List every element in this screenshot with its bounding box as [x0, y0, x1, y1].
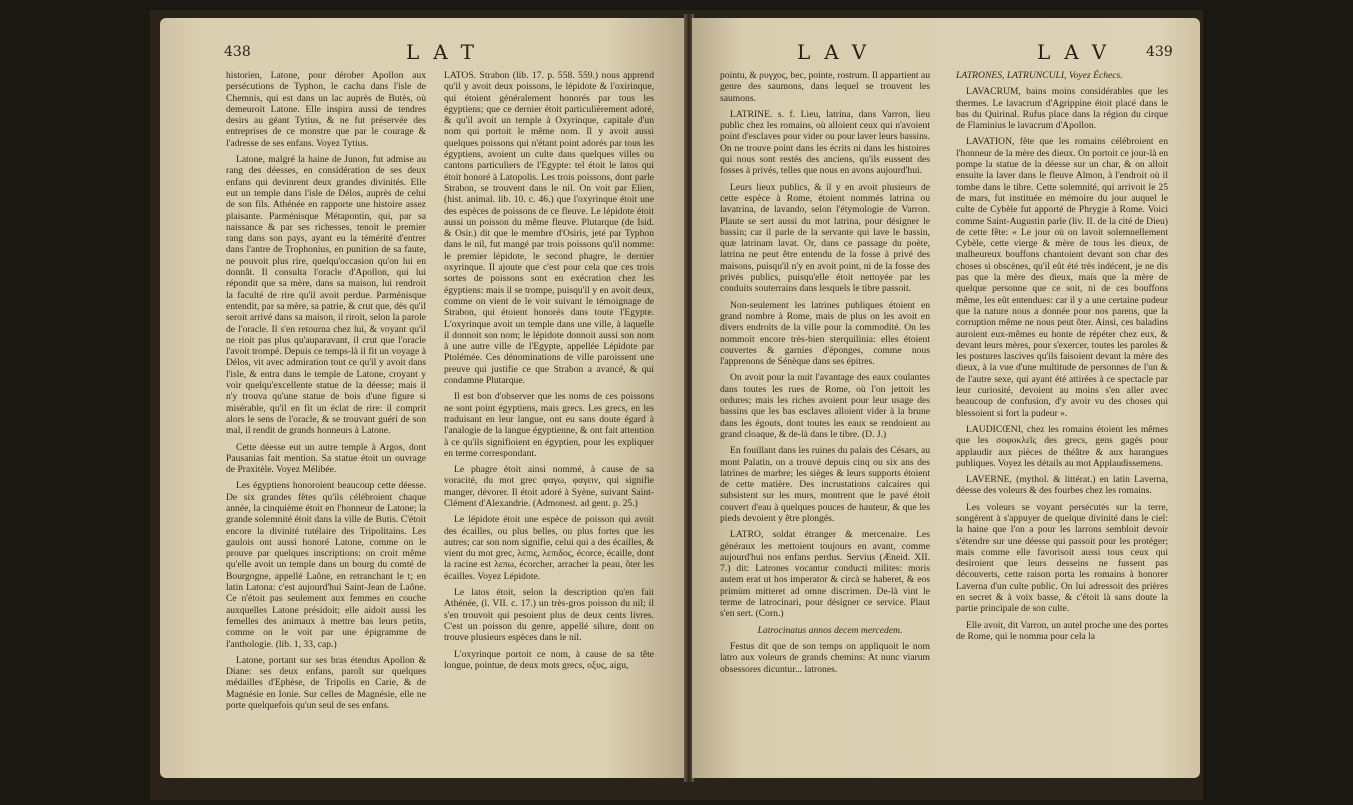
text-column-1	[720, 70, 930, 680]
paragraph: LAVERNE, (mythol. & littérat.) en latin Laverna, déesse des voleurs & des fourbes chez les romains.	[956, 474, 1168, 497]
paragraph: LATOS. Strabon (lib. 17. p. 558. 559.) nous apprend qu'il y avoit deux poissons, le lépidote & l'oxirinque, qui étoient généralement honorés par tous les égyptiens; que ce dernier étoit particulièrement adoré, & qu'il avoit un temple à Oxyrinque, capitale d'un nom qui portoit le même nom. Il y avoit aussi quelques poissons qui n'étant point adorés par tous les égyptiens, avoient un culte dans quelques villes ou cantons particuliers de l'Egypte: tel étoit le latos qui étoit honoré à Latopolis. Les trois poissons, dont parle Strabon, se trouvent dans le nil. On voit par Elien, (hist. animal. lib. 10. c. 46.) que l'oxyrinque étoit une des espèces de poissons de ce fleuve. Le lépidote étoit aussi un poisson du même fleuve. Plutarque (de Isid. & Osir.) dit que le membre d'Osiris, jeté par Typhon dans le nil, fut mangé par trois poissons qu'il nomme: le premier lépidote, le second phagre, le dernier oxyrinque. Il ajoute que c'est pour cela que ces trois sortes de poissons sont en exécration chez les égyptiens: mais il se trompe, puisqu'il y en avoit deux, comme on vient de le voir suivant le témoignage de Strabon, qui étoient honorés dans toute l'Egypte. L'oxyrinque avoit un temple dans une ville, à laquelle il donnoit son nom; le lépidote donnoit aussi son nom à une autre ville de l'Egypte, appellée Lépidote par Ptolémée. Ces dénominations de ville paroissent une preuve qui justifie ce que Strabon a avancé, & qui condamne Plutarque.	[444, 70, 654, 387]
right-page	[692, 18, 1200, 778]
paragraph: Latrocinatus annos decem mercedem.	[757, 624, 903, 636]
paragraph: Il est bon d'observer que les noms de ces poissons ne sont point égyptiens, mais grecs. Les grecs, en les traduisant en leur langue, ont eu sans doute égard à l'analogie de la langue égyptienne, & ont fait attention à ce qu'ils signifioient en égyptien, pour les expliquer en terme correspondant.	[444, 391, 654, 459]
paragraph: Elle avoit, dit Varron, un autel proche une des portes de Rome, qui le nomma pour cela la	[956, 619, 1168, 642]
paragraph: Festus dit que de son temps on appliquoit le nom latro aux voleurs de grands chemins: At nunc viarum obsessores dicuntur... latrones.	[720, 640, 930, 675]
paragraph: Latone, portant sur ses bras étendus Apollon & Diane: ses deux enfans, paroît sur quelques médailles d'Ephèse, de Tripolis en Carie, & de Magnésie en Ionie. Sur celles de Magnésie, elle ne porte quelquefois qu'un seul de ses enfans.	[226, 654, 426, 712]
paragraph: Cette déesse eut un autre temple à Argos, dont Pausanias fait mention. Sa statue étoit un ouvrage de Praxitèle. Voyez Mélibée.	[226, 441, 426, 476]
page-number: 439	[1146, 44, 1173, 60]
paragraph: Les voleurs se voyant persécutés sur la terre, songèrent à s'appuyer de quelque divinité dans le ciel: la haine que l'on a pour les larrons sembloit devoir s'étendre sur une déesse qui passoit pour les protéger; mais comme elle favorisoit aussi tous ceux qui desiroient que leurs desseins ne fussent pas découverts, cette raison porta les romains à honorer Laverna d'un culte public. On lui adressoit des prières en secret & à voix basse, & c'étoit là sans doute la partie principale de son culte.	[956, 501, 1168, 615]
left-page	[160, 18, 685, 778]
paragraph: Le lépidote étoit une espèce de poisson qui avoit des écailles, ou plus belles, ou plus fortes que les autres; car son nom signifie, celui qui a des écailles, & vient du mot grec, λεπις, λεπιδος, écorce, écaille, dont la racine est λεπω, écorcher, arracher la peau, ôter les écailles. Voyez Lépidote.	[444, 514, 654, 582]
running-header: LAV	[797, 40, 881, 64]
paragraph: Leurs lieux publics, & il y en avoit plusieurs de cette espèce à Rome, étoient nommés latrina ou lavatrina, de lavando, selon l'étymologie de Varron. Plaute se sert aussi du mot latrina, pour désigner le bassin; car il parle de la servante qui lave le bassin, quæ latrinam lavat. Or, dans ce passage du poète, latrina ne peut être entendu de la fosse à privé des maisons, puisqu'il n'y en avoit point, ni de la fosse des privés publics, puisqu'elle étoit nettoyée par les conduits souterrains dans lesquels le tibre passoit.	[720, 181, 930, 295]
running-header-repeat: LAV	[1037, 40, 1121, 64]
paragraph: Les égyptiens honoroient beaucoup cette déesse. De six grandes fêtes qu'ils célébroient chaque année, la cinquième étoit en l'honneur de Latone; la grande solemnité étoit dans la ville de Butis. C'étoit encore la divinité tutélaire des Tripolitains. Les gaulois ont aussi honoré Latone, comme on le prouve par quelques inscriptions: on croit même qu'elle avoit un temple dans un bourg du comté de Bourgogne, appellé Laône, en retranchant le t; en latin Latona: c'est aujourd'hui Saint-Jean de Laône. Ce n'étoit pas seulement aux femmes en couche auxquelles Latone présidoit; elle aidoit aussi les femelles des animaux à mettre bas leurs petits, comme on le voit par une épigramme de l'anthologie. (lib. 1, 33, cap.)	[226, 480, 426, 650]
paragraph: LATRO, soldat étranger & mercenaire. Les généraux les mettoient toujours en avant, comme aujourd'hui nos enfans perdus. Servius (Æneid. XII. 7.) dit: Latrones vocantur conducti milites: moris autem erat ut hos imperator & circà se haberet, & eos primùm mitteret ad omne discrimen. De-là vint le terme de latrocinari, pour désigner ce service. Plaut s'en sert. (Corn.)	[720, 529, 930, 620]
paragraph: historien, Latone, pour dérober Apollon aux persécutions de Typhon, le cacha dans l'isle de Chemnis, qui est dans un lac auprès de Butès, où demeuroit Latone. Elle inspira aussi de tendres desirs au géant Tytius, & ne fut préservée des entreprises de ce monstre que par le courage & l'adresse de ses enfans. Voyez Tytius.	[226, 70, 426, 149]
paragraph: Le phagre étoit ainsi nommé, à cause de sa voracité, du mot grec φαγω, φαγειν, qui signifie manger, dévorer. Il étoit adoré à Syène, suivant Saint-Clément d'Alexandrie. (Admonest. ad gent. p. 25.)	[444, 464, 654, 509]
paragraph: LAUDICŒNI, chez les romains étoient les mêmes que les σοφοκλεῖς des grecs, gens gagés pour applaudir aux pièces de théâtre & aux harangues publiques. Voyez les détails au mot Applaudissemens.	[956, 423, 1168, 469]
text-column-1	[226, 70, 426, 716]
paragraph: Latone, malgré la haine de Junon, fut admise au rang des déesses, en considération de ses deux enfans qui devinrent deux grandes divinités. Elle eut un temple dans l'isle de Délos, auprès de celui de son fils. Athénée en rapporte une histoire assez plaisante. Parménisque Métapontin, qui, par sa naissance & par ses richesses, tenoit le premier rang dans son pays, ayant eu la témérité d'entrer dans l'antre de Trophonius, en punition de sa faute, ne pouvoit plus rire, quelqu'occasion qu'on lui en donnât. Il consulta l'oracle d'Apollon, qui lui répondit que sa mère, dans sa maison, lui rendroit la faculté de rire qu'il avoit perdue. Parménisque entendit, par sa mère, sa patrie, & crut que, dès qu'il seroit arrivé dans sa maison, il riroit, selon la parole de l'oracle. Il s'en retourna chez lui, & voyant qu'il ne rioit pas plus qu'auparavant, il crut que l'oracle l'avoit trompé. Depuis ce temps-là il fit un voyage à Délos, vit avec admiration tout ce qu'il y avoit dans l'isle, & entra dans le temple de Latone, croyant y voir quelqu'excellente statue de la déesse; mais il n'y trouva qu'une statue de bois d'une figure si misérable, qu'il en fit un éclat de rire: il comprit alors le sens de l'oracle, & se trouvant guéri de son mal, il rendit de grands honneurs à Latone.	[226, 154, 426, 437]
paragraph: L'oxyrinque portoit ce nom, à cause de sa tête longue, pointue, de deux mots grecs, οξυς, aigu,	[444, 648, 654, 671]
paragraph: LAVACRUM, bains moins considérables que les thermes. Le lavacrum d'Agrippine étoit placé dans le bas du Quirinal. Rufus place dans la région du cirque de Flaminius le lavacrum d'Apollon.	[956, 86, 1168, 132]
cross-reference-terms: LATRONES, LATRUNCULI,	[956, 70, 1067, 81]
paragraph: LAVATION, fête que les romains célébroient en l'honneur de la mère des dieux. On portoit ce jour-là en pompe la statue de la déesse sur un char, & on alloit ensuite la laver dans le fleuve Almon, à l'endroit où il tombe dans le tibre. Cette solemnité, qui arrivoit le 25 de mars, fut instituée en mémoire du jour auquel le culte de Cybèle fut apporté de Phrygie à Rome. Voici comme Saint-Augustin parle (liv. II. de la cité de Dieu) de cette fête: « Le jour où on lavoit solemnellement Cybèle, cette vierge & mère de tous les dieux, de malheureux bouffons chantoient devant son char des choses si obscènes, qu'il eût été très indécent, je ne dis pas que la mère des dieux, mais que la mère de quelque personne que ce soit, ni de ces bouffons même, les eût entendues: car il y a une certaine pudeur que la nature nous a donnée pour nos parens, que la corruption même ne nous peut ôter. Ainsi, ces baladins auroient eux-mêmes eu honte de répéter chez eux, & devant leurs mères, pour s'exercer, toutes les paroles & les postures lascives qu'ils faisoient devant la mère des dieux, à la vue d'une multitude de personnes de l'un & de l'autre sexe, qui ayant été attirées à ce spectacle par leur curiosité, devoient au moins s'en aller avec beaucoup de confusion, d'y avoir vu des choses qui blessoient si fort la pudeur ».	[956, 136, 1168, 419]
paragraph: On avoit pour la nuit l'avantage des eaux coulantes dans toutes les rues de Rome, où l'on jettoit les ordures; mais les riches avoient pour leur usage des bassins que les bas esclaves alloient vider à la brune dans les égouts, dont toutes les eaux se rendoient au grand cloaque, & de-là dans le tibre. (D. J.)	[720, 372, 930, 440]
paragraph: pointu, & ρυγχος, bec, pointe, rostrum. Il appartient au genre des saumons, dans lequel se trouvent les saumons.	[720, 70, 930, 104]
text-column-2	[956, 70, 1168, 647]
paragraph: LATRINE. s. f. Lieu, latrina, dans Varron, lieu public chez les romains, où alloient ceux qui n'avoient point d'esclaves pour vider ou pour laver leurs bassins. On ne trouve point dans les écrits ni dans les histoires qui nous sont restés des anciens, qu'ils eussent des fosses à privés, telles que nous en avons aujourd'hui.	[720, 108, 930, 177]
paragraph: Le latos étoit, selon la description qu'en fait Athénée, (l. VII. c. 17.) un très-gros poisson du nil; il s'en trouvoit qui pesoient plus de deux cents livres. C'est un poisson du genre, appellé silure, dont on trouve plusieurs espèces dans le nil.	[444, 587, 654, 644]
paragraph: En fouillant dans les ruines du palais des Césars, au mont Palatin, on a trouvé depuis cinq ou six ans des latrines de marbre; les sièges & leurs supports étoient de cette matière. Des incrustations calcaires qui subsistent sur les murs, montrent que le pavé étoit couvert d'eau à quelques pouces de hauteur, & que les pieds devoient y être plongés.	[720, 445, 930, 524]
running-header: LAT	[406, 40, 488, 64]
cross-reference-target: Voyez Échecs.	[1068, 70, 1123, 81]
cross-reference	[956, 70, 1168, 81]
paragraph: Non-seulement les latrines publiques étoient en grand nombre à Rome, mais de plus on les avoit en divers endroits de la ville pour la commodité. On les nommoit encore très-bien sterquilinia: elles étoient couvertes & garnies d'éponges, comme nous l'apprenons de Sénèque dans ses épitres.	[720, 299, 930, 368]
page-number: 438	[224, 44, 251, 60]
text-column-2	[444, 70, 654, 676]
